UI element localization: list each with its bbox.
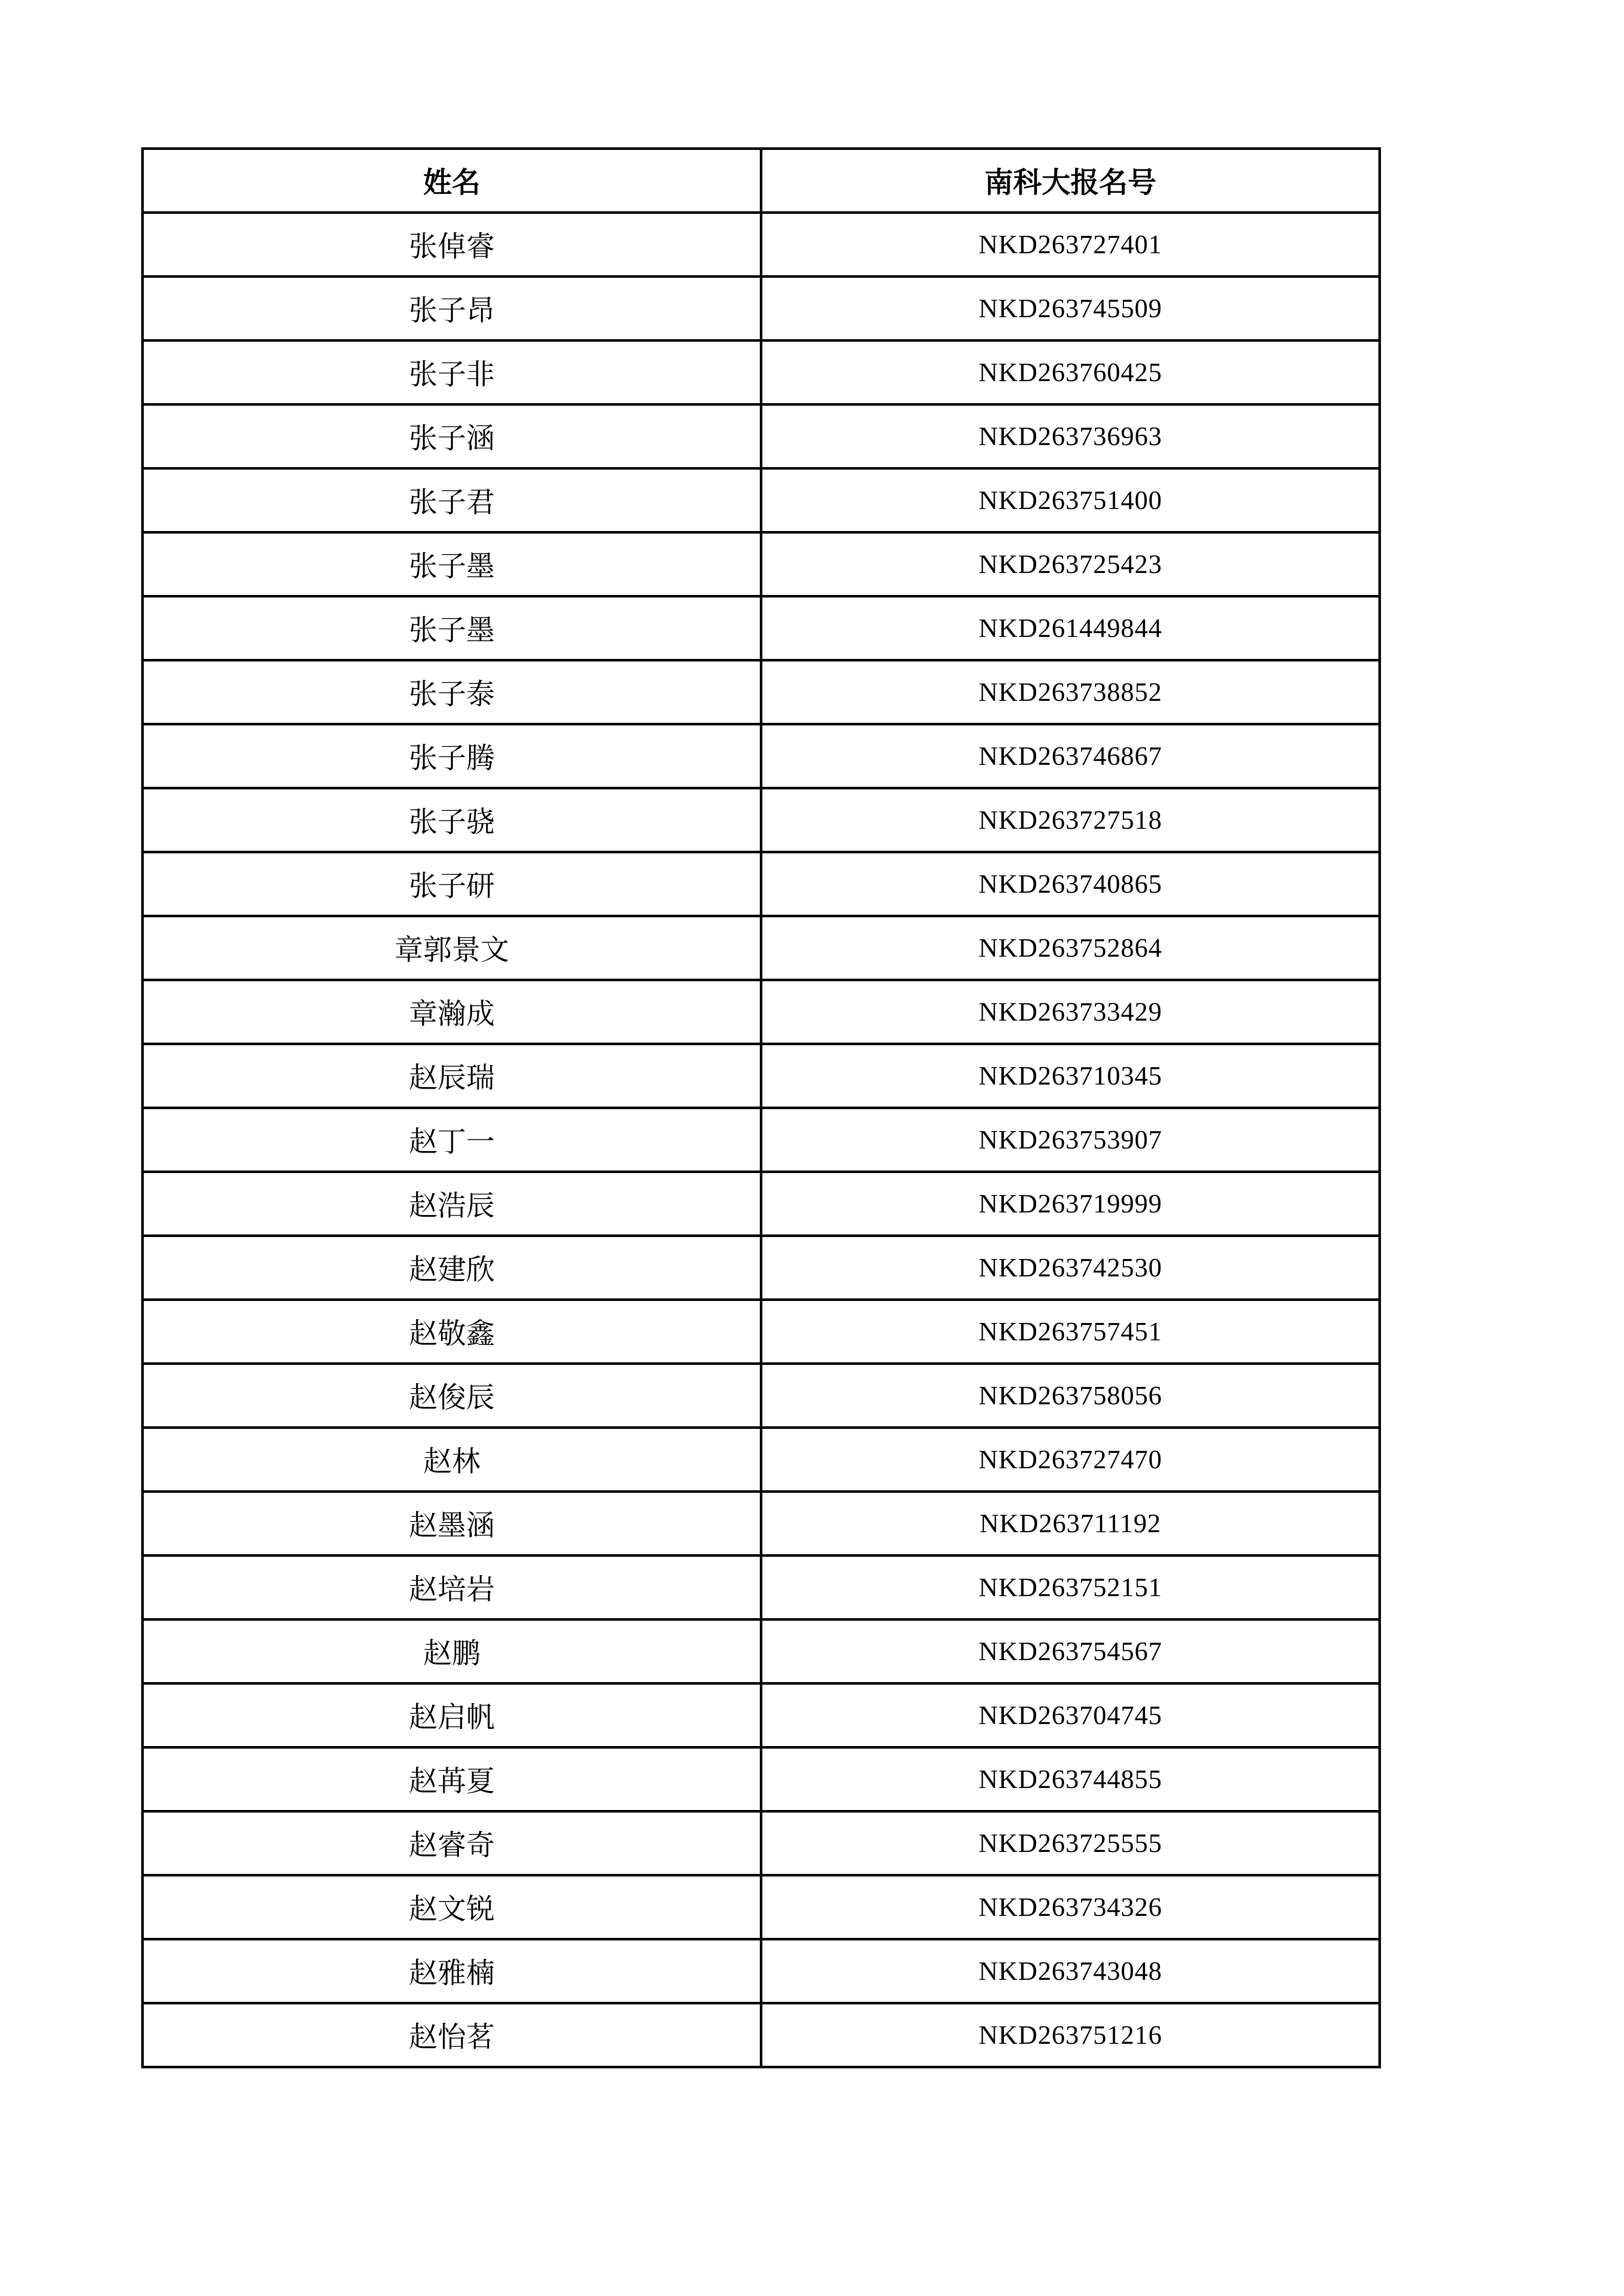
registration-number-cell: NKD263758056 — [761, 1364, 1380, 1428]
student-name-cell: 赵建欣 — [143, 1236, 761, 1300]
table-row — [143, 916, 1380, 980]
table-row — [143, 2003, 1380, 2067]
student-name-cell: 赵墨涵 — [143, 1492, 761, 1556]
registration-number-cell: NKD263725423 — [761, 533, 1380, 597]
registration-number-cell: NKD263751216 — [761, 2003, 1380, 2067]
registration-number-cell: NKD263736963 — [761, 405, 1380, 469]
student-name-cell: 张子泰 — [143, 660, 761, 724]
student-name-cell: 张子骁 — [143, 788, 761, 852]
student-name-cell: 张子研 — [143, 852, 761, 916]
registration-number-cell: NKD263746867 — [761, 724, 1380, 788]
table-row — [143, 724, 1380, 788]
table-row — [143, 1556, 1380, 1620]
student-name-cell: 赵俊辰 — [143, 1364, 761, 1428]
table-row — [143, 788, 1380, 852]
table-body — [143, 213, 1380, 2067]
table-row — [143, 341, 1380, 405]
registration-number-cell: NKD263744855 — [761, 1748, 1380, 1812]
registration-number-cell: NKD263754567 — [761, 1620, 1380, 1684]
registration-number-cell: NKD263753907 — [761, 1108, 1380, 1172]
registration-number-cell: NKD263740865 — [761, 852, 1380, 916]
registration-number-cell: NKD263727518 — [761, 788, 1380, 852]
table-row — [143, 1875, 1380, 1939]
table-row — [143, 405, 1380, 469]
registration-number-cell: NKD263757451 — [761, 1300, 1380, 1364]
student-name-cell: 赵辰瑞 — [143, 1044, 761, 1108]
table-row — [143, 277, 1380, 341]
registration-table — [141, 147, 1381, 2068]
student-name-cell: 张倬睿 — [143, 213, 761, 277]
student-name-cell: 张子非 — [143, 341, 761, 405]
registration-number-cell: NKD263733429 — [761, 980, 1380, 1044]
registration-number-cell: NKD263752151 — [761, 1556, 1380, 1620]
table-row — [143, 533, 1380, 597]
registration-number-cell: NKD263751400 — [761, 469, 1380, 533]
registration-number-cell: NKD263704745 — [761, 1684, 1380, 1748]
student-name-cell: 赵丁一 — [143, 1108, 761, 1172]
student-name-cell: 章瀚成 — [143, 980, 761, 1044]
student-name-cell: 赵睿奇 — [143, 1812, 761, 1875]
student-name-cell: 赵苒夏 — [143, 1748, 761, 1812]
table-row — [143, 469, 1380, 533]
registration-number-cell: NKD261449844 — [761, 597, 1380, 660]
registration-number-cell: NKD263760425 — [761, 341, 1380, 405]
table-row — [143, 1492, 1380, 1556]
student-name-cell: 赵浩辰 — [143, 1172, 761, 1236]
student-name-cell: 张子墨 — [143, 597, 761, 660]
registration-number-cell: NKD263727401 — [761, 213, 1380, 277]
student-name-cell: 赵文锐 — [143, 1875, 761, 1939]
column-header-name: 姓名 — [143, 149, 761, 213]
registration-number-cell: NKD263719999 — [761, 1172, 1380, 1236]
table-row — [143, 1044, 1380, 1108]
table-row — [143, 980, 1380, 1044]
table-row — [143, 1300, 1380, 1364]
registration-number-cell: NKD263738852 — [761, 660, 1380, 724]
table-row — [143, 1428, 1380, 1492]
student-name-cell: 赵怡茗 — [143, 2003, 761, 2067]
table-row — [143, 660, 1380, 724]
table-row — [143, 1748, 1380, 1812]
student-name-cell: 张子昂 — [143, 277, 761, 341]
table-header-row — [143, 149, 1380, 213]
registration-number-cell: NKD263743048 — [761, 1939, 1380, 2003]
student-name-cell: 张子君 — [143, 469, 761, 533]
student-name-cell: 章郭景文 — [143, 916, 761, 980]
registration-number-cell: NKD263727470 — [761, 1428, 1380, 1492]
table-row — [143, 1172, 1380, 1236]
student-name-cell: 赵雅楠 — [143, 1939, 761, 2003]
table-row — [143, 852, 1380, 916]
registration-number-cell: NKD263745509 — [761, 277, 1380, 341]
student-name-cell: 赵培岩 — [143, 1556, 761, 1620]
student-name-cell: 张子涵 — [143, 405, 761, 469]
student-name-cell: 赵林 — [143, 1428, 761, 1492]
table-row — [143, 1684, 1380, 1748]
table-row — [143, 213, 1380, 277]
student-name-cell: 赵鹏 — [143, 1620, 761, 1684]
registration-number-cell: NKD263752864 — [761, 916, 1380, 980]
table-row — [143, 1364, 1380, 1428]
registration-number-cell: NKD263734326 — [761, 1875, 1380, 1939]
student-name-cell: 赵启帆 — [143, 1684, 761, 1748]
registration-number-cell: NKD263725555 — [761, 1812, 1380, 1875]
table-row — [143, 1939, 1380, 2003]
registration-number-cell: NKD263711192 — [761, 1492, 1380, 1556]
student-name-cell: 张子腾 — [143, 724, 761, 788]
table-row — [143, 1620, 1380, 1684]
table-row — [143, 1812, 1380, 1875]
registration-number-cell: NKD263710345 — [761, 1044, 1380, 1108]
registration-number-cell: NKD263742530 — [761, 1236, 1380, 1300]
table-row — [143, 1236, 1380, 1300]
table-row — [143, 1108, 1380, 1172]
student-name-cell: 赵敬鑫 — [143, 1300, 761, 1364]
student-name-cell: 张子墨 — [143, 533, 761, 597]
column-header-registration-number: 南科大报名号 — [761, 149, 1380, 213]
table-row — [143, 597, 1380, 660]
